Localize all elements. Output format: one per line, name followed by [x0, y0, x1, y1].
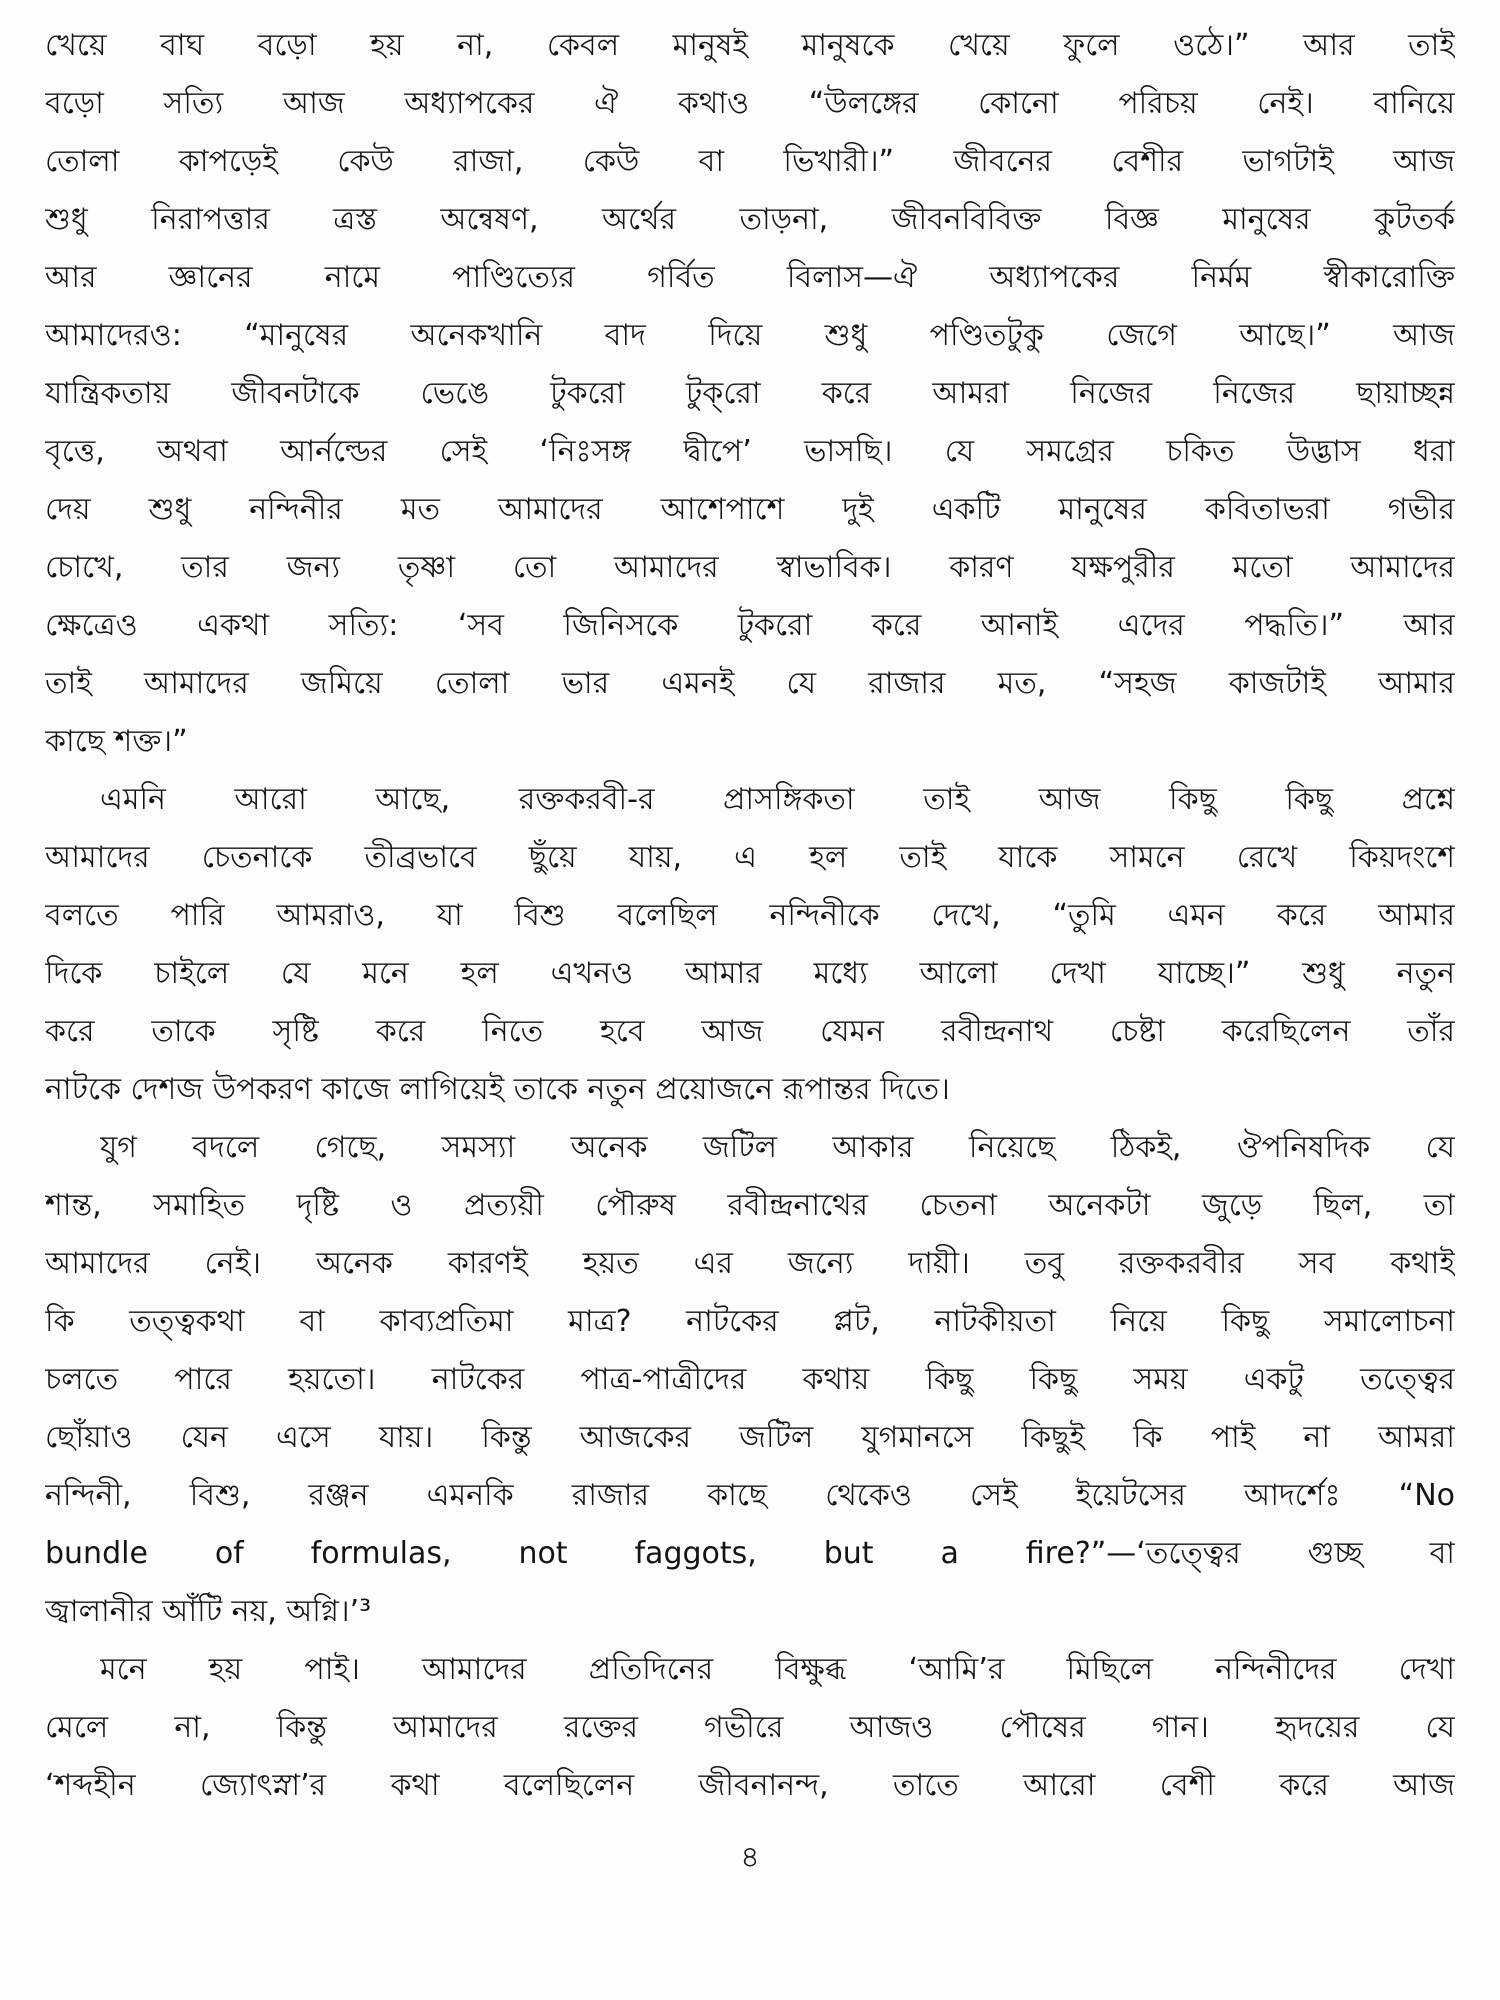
text-line: দেয় শুধু নন্দিনীর মত আমাদের আশেপাশে দুই একটি মানুষের কবিতাভরা গভীর	[45, 492, 1455, 527]
text-line: বৃত্তে, অথবা আর্নল্ডের সেই ‘নিঃসঙ্গ দ্বীপে’ ভাসছি। যে সমগ্রের চকিত উদ্ভাস ধরা	[45, 434, 1455, 469]
text-line: করে তাকে সৃষ্টি করে নিতে হবে আজ যেমন রবীন্দ্রনাথ চেষ্টা করেছিলেন তাঁর	[45, 1014, 1455, 1049]
text-line: দিকে চাইলে যে মনে হল এখনও আমার মধ্যে আলো দেখা যাচ্ছে।” শুধু নতুন	[45, 956, 1455, 991]
text-line: বড়ো সত্যি আজ অধ্যাপকের ঐ কথাও “উলঙ্গের কোনো পরিচয় নেই। বানিয়ে	[45, 86, 1455, 121]
text-line: ‘শব্দহীন জ্যোৎস্না’র কথা বলেছিলেন জীবনানন্দ, তাতে আরো বেশী করে আজ	[45, 1768, 1455, 1803]
text-line: তাই আমাদের জমিয়ে তোলা ভার এমনই যে রাজার মত, “সহজ কাজটাই আমার	[45, 666, 1455, 701]
text-line: bundle of formulas, not faggots, but a fire?”—‘তত্ত্বের গুচ্ছ বা	[45, 1536, 1455, 1571]
text-line: যান্ত্রিকতায় জীবনটাকে ভেঙে টুকরো টুক্‌রো করে আমরা নিজের নিজের ছায়াচ্ছন্ন	[45, 376, 1455, 411]
text-line: আর জ্ঞানের নামে পাণ্ডিত্যের গর্বিত বিলাস—ঐ অধ্যাপকের নির্মম স্বীকারোক্তি	[45, 260, 1455, 295]
text-line: ক্ষেত্রেও একথা সত্যি: ‘সব জিনিসকে টুকরো করে আনাই এদের পদ্ধতি।” আর	[45, 608, 1455, 643]
page-number: ৪	[740, 1840, 760, 1875]
text-line: আমাদের নেই। অনেক কারণই হয়ত এর জন্যে দায়ী। তবু রক্তকরবীর সব কথাই	[45, 1246, 1455, 1281]
text-line: চোখে, তার জন্য তৃষ্ণা তো আমাদের স্বাভাবিক। কারণ যক্ষপুরীর মতো আমাদের	[45, 550, 1455, 585]
text-line: নাটকে দেশজ উপকরণ কাজে লাগিয়েই তাকে নতুন প্রয়োজনে রূপান্তর দিতে।	[45, 1072, 950, 1107]
text-line: চলতে পারে হয়তো। নাটকের পাত্র-পাত্রীদের কথায় কিছু কিছু সময় একটু তত্ত্বের	[45, 1362, 1455, 1397]
text-line: মেলে না, কিন্তু আমাদের রক্তের গভীরে আজও পৌষের গান। হৃদয়ের যে	[45, 1710, 1455, 1745]
text-line: ছোঁয়াও যেন এসে যায়। কিন্তু আজকের জটিল যুগমানসে কিছুই কি পাই না আমরা	[45, 1420, 1455, 1455]
text-line: শান্ত, সমাহিত দৃষ্টি ও প্রত্যয়ী পৌরুষ রবীন্দ্রনাথের চেতনা অনেকটা জুড়ে ছিল, তা	[45, 1188, 1455, 1223]
paragraph-first-line: মনে হয় পাই। আমাদের প্রতিদিনের বিক্ষুব্ধ ‘আমি’র মিছিলে নন্দিনীদের দেখা	[100, 1652, 1455, 1687]
text-line: নন্দিনী, বিশু, রঞ্জন এমনকি রাজার কাছে থেকেও সেই ইয়েটসের আদর্শেঃ “No	[45, 1478, 1455, 1513]
text-line: আমাদের চেতনাকে তীব্রভাবে ছুঁয়ে যায়, এ হল তাই যাকে সামনে রেখে কিয়দংশে	[45, 840, 1455, 875]
paragraph-first-line: এমনি আরো আছে, রক্তকরবী-র প্রাসঙ্গিকতা তাই আজ কিছু কিছু প্রশ্নে	[100, 782, 1455, 817]
text-line: জ্বালানীর আঁটি নয়, অগ্নি।’³	[45, 1594, 372, 1629]
text-line: তোলা কাপড়েই কেউ রাজা, কেউ বা ভিখারী।” জীবনের বেশীর ভাগটাই আজ	[45, 144, 1455, 179]
text-line: কাছে শক্ত।”	[45, 724, 188, 759]
text-line: আমাদেরও: “মানুষের অনেকখানি বাদ দিয়ে শুধু পণ্ডিতটুকু জেগে আছে।” আজ	[45, 318, 1455, 353]
text-line: খেয়ে বাঘ বড়ো হয় না, কেবল মানুষই মানুষকে খেয়ে ফুলে ওঠে।” আর তাই	[45, 28, 1455, 63]
text-line: কি তত্ত্বকথা বা কাব্যপ্রতিমা মাত্র? নাটকের প্লট, নাটকীয়তা নিয়ে কিছু সমালোচনা	[45, 1304, 1455, 1339]
paragraph-first-line: যুগ বদলে গেছে, সমস্যা অনেক জটিল আকার নিয়েছে ঠিকই, ঔপনিষদিক যে	[100, 1130, 1455, 1165]
text-line: বলতে পারি আমরাও, যা বিশু বলেছিল নন্দিনীকে দেখে, “তুমি এমন করে আমার	[45, 898, 1455, 933]
text-line: শুধু নিরাপত্তার ত্রস্ত অন্বেষণ, অর্থের তাড়না, জীবনবিবিক্ত বিজ্ঞ মানুষের কুটতর্ক	[45, 202, 1455, 237]
